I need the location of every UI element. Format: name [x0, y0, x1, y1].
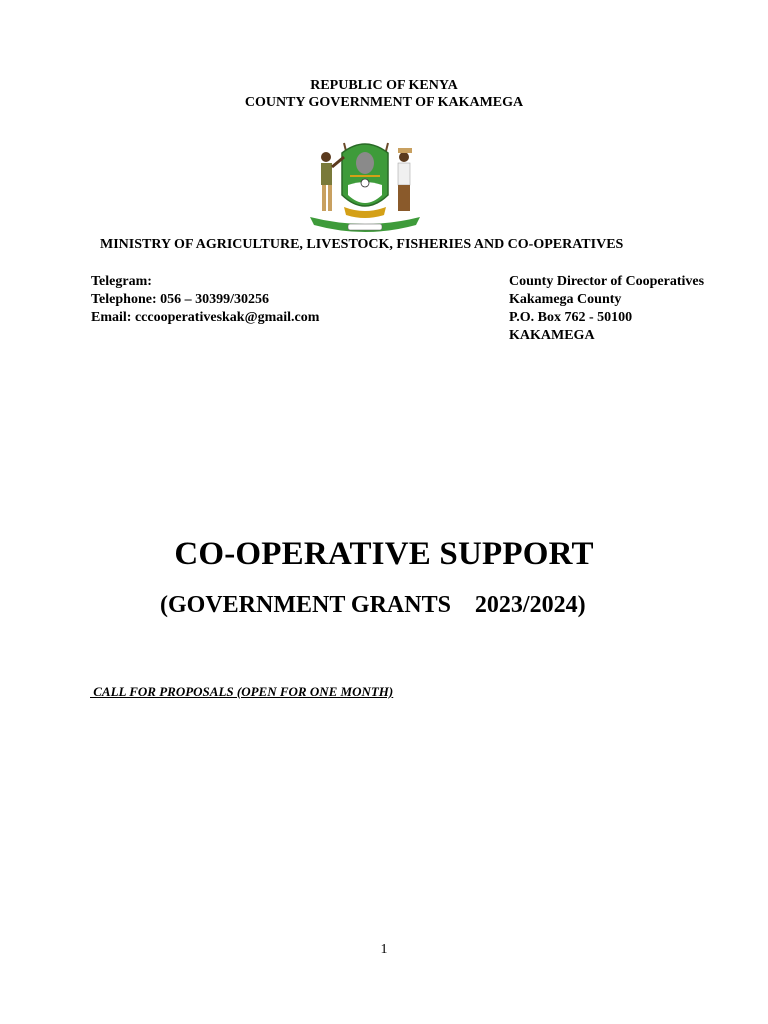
telegram-line: Telegram:: [91, 274, 152, 289]
telephone-line: Telephone: 056 – 30399/30256: [91, 292, 269, 307]
header-line-republic: REPUBLIC OF KENYA: [310, 78, 458, 93]
document-title: CO-OPERATIVE SUPPORT: [174, 536, 594, 572]
email-line: Email: cccooperativeskak@gmail.com: [91, 310, 320, 325]
page-number: 1: [380, 942, 388, 957]
office-title-line: County Director of Cooperatives: [509, 274, 705, 289]
county-line: Kakamega County: [509, 292, 622, 307]
contact-details-left: [91, 273, 319, 327]
po-box-line: P.O. Box 762 - 50100: [509, 310, 633, 325]
document-header: [0, 77, 768, 111]
coat-of-arms-icon: [304, 135, 426, 235]
ministry-name: MINISTRY OF AGRICULTURE, LIVESTOCK, FISHERIES AND CO-OPERATIVES: [100, 237, 624, 252]
document-subtitle: (GOVERNMENT GRANTS 2023/2024): [160, 592, 586, 618]
contact-details-right: [509, 273, 704, 345]
call-for-proposals-heading: CALL FOR PROPOSALS (OPEN FOR ONE MONTH): [90, 684, 394, 699]
header-line-county: COUNTY GOVERNMENT OF KAKAMEGA: [244, 95, 524, 110]
town-line: KAKAMEGA: [509, 328, 595, 343]
